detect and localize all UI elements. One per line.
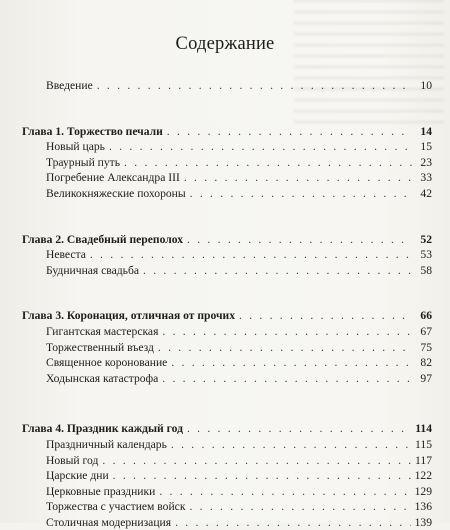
dot-leader bbox=[143, 263, 412, 279]
dot-leader bbox=[162, 371, 412, 387]
chapter-label: Глава 3. Коронация, отличная от прочих bbox=[22, 309, 235, 323]
toc-entry-label: Погребение Александра III bbox=[46, 171, 180, 185]
toc-entry-label: Праздничный календарь bbox=[46, 437, 167, 451]
dot-leader bbox=[175, 515, 411, 530]
dot-leader bbox=[167, 124, 412, 140]
toc-entry-label: Ходынская катастрофа bbox=[46, 371, 159, 385]
toc-entry-page: 122 bbox=[414, 469, 432, 483]
toc-entry-page: 58 bbox=[420, 263, 432, 277]
toc-entry-label: Гигантская мастерская bbox=[46, 324, 159, 338]
dot-leader bbox=[190, 186, 412, 202]
dot-leader bbox=[90, 247, 412, 263]
toc-entry bbox=[22, 468, 432, 484]
toc-entry-page: 42 bbox=[420, 186, 432, 200]
toc-entry-label: Столичная модернизация bbox=[46, 515, 172, 529]
toc-entry bbox=[22, 340, 432, 356]
toc-entry-page: 129 bbox=[414, 484, 432, 498]
toc-entry bbox=[22, 371, 432, 387]
toc-entry-label: Церковные праздники bbox=[46, 484, 156, 498]
toc-chapter-1 bbox=[22, 124, 432, 140]
toc-entry-page: 115 bbox=[415, 437, 432, 451]
page-title: Содержание bbox=[175, 34, 275, 54]
dot-leader bbox=[239, 308, 412, 324]
toc-entry-page: 33 bbox=[420, 171, 432, 185]
dot-leader bbox=[97, 78, 412, 94]
dot-leader bbox=[113, 468, 411, 484]
dot-leader bbox=[171, 437, 411, 453]
toc-entry bbox=[22, 453, 432, 469]
toc-entry-page: 136 bbox=[414, 500, 432, 514]
toc-entry bbox=[22, 437, 432, 453]
toc-entry-label: Торжества с участием войск bbox=[46, 500, 186, 514]
chapter-label: Глава 1. Торжество печали bbox=[22, 124, 163, 138]
dot-leader bbox=[102, 453, 411, 469]
toc-entry-label: Будничная свадьба bbox=[46, 263, 139, 277]
toc-entry-page: 10 bbox=[420, 79, 432, 92]
toc-entry-page: 23 bbox=[420, 155, 432, 169]
toc-entry bbox=[22, 499, 432, 515]
table-of-contents bbox=[22, 78, 432, 530]
toc-entry-page: 117 bbox=[415, 453, 432, 467]
dot-leader bbox=[184, 170, 412, 186]
dot-leader bbox=[187, 232, 412, 248]
toc-entry-label: Новый царь bbox=[46, 140, 105, 154]
toc-entry bbox=[22, 170, 432, 186]
chapter-page: 52 bbox=[420, 232, 432, 246]
toc-entry-intro bbox=[22, 78, 432, 94]
chapter-page: 114 bbox=[415, 422, 432, 436]
toc-chapter-3 bbox=[22, 308, 432, 324]
toc-entry bbox=[22, 324, 432, 340]
toc-entry bbox=[22, 247, 432, 263]
toc-entry-page: 97 bbox=[420, 371, 432, 385]
toc-entry-label: Торжественный въезд bbox=[46, 340, 154, 354]
toc-entry bbox=[22, 155, 432, 171]
dot-leader bbox=[109, 139, 412, 155]
chapter-label: Глава 2. Свадебный переполох bbox=[22, 232, 184, 246]
toc-entry-page: 82 bbox=[420, 356, 432, 370]
toc-entry bbox=[22, 355, 432, 371]
toc-entry-label: Введение bbox=[46, 79, 93, 92]
toc-entry-page: 139 bbox=[414, 515, 432, 529]
toc-entry-page: 67 bbox=[420, 324, 432, 338]
toc-entry-page: 75 bbox=[420, 340, 432, 354]
dot-leader bbox=[171, 355, 412, 371]
toc-entry-label: Невеста bbox=[46, 248, 86, 262]
dot-leader bbox=[124, 155, 412, 171]
dot-leader bbox=[189, 499, 410, 515]
dot-leader bbox=[159, 484, 410, 500]
toc-chapter-4 bbox=[22, 421, 432, 437]
toc-entry bbox=[22, 515, 432, 530]
toc-entry-page: 15 bbox=[420, 140, 432, 154]
dot-leader bbox=[162, 324, 412, 340]
toc-chapter-2 bbox=[22, 232, 432, 248]
toc-entry-label: Траурный путь bbox=[46, 155, 121, 169]
toc-entry-label: Новый год bbox=[46, 453, 99, 467]
toc-entry-page: 53 bbox=[420, 248, 432, 262]
toc-entry bbox=[22, 139, 432, 155]
toc-entry-label: Великокняжеские похороны bbox=[46, 186, 186, 200]
toc-entry bbox=[22, 484, 432, 500]
chapter-page: 66 bbox=[420, 309, 432, 323]
toc-entry-label: Священное коронование bbox=[46, 356, 168, 370]
toc-entry bbox=[22, 186, 432, 202]
chapter-page: 14 bbox=[420, 124, 432, 138]
dot-leader bbox=[187, 421, 411, 437]
dot-leader bbox=[158, 340, 412, 356]
toc-entry-label: Царские дни bbox=[46, 469, 109, 483]
toc-entry bbox=[22, 263, 432, 279]
chapter-label: Глава 4. Праздник каждый год bbox=[22, 422, 183, 436]
